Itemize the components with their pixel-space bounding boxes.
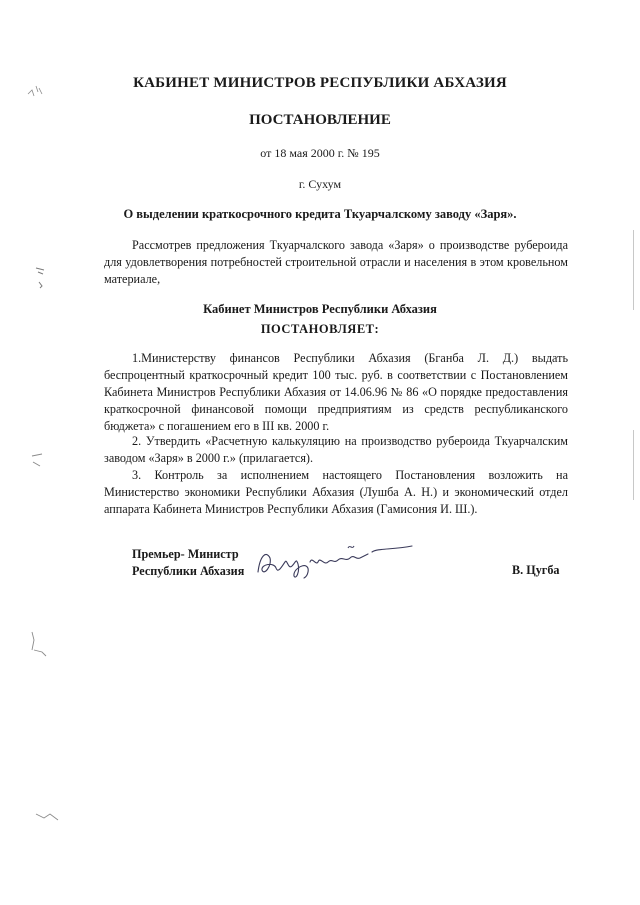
organization-title: КАБИНЕТ МИНИСТРОВ РЕСПУБЛИКИ АБХАЗИЯ <box>133 75 507 91</box>
scan-mark <box>26 82 44 100</box>
date-number: от 18 мая 2000 г. № 195 <box>260 146 380 160</box>
item-1: 1.Министерству финансов Республики Абхазия (Бганба Л. Д.) выдать беспроцентный краткосрочный кредит 100 тыс. руб. в соответствии с Постановлением Кабинета Министров Республики Абхазия от 14.06.96 № 86 «О порядке предоставления краткосрочной финансовой помощи предприятиям из средств республиканского бюджета» с погашением его в III кв. 2000 г. <box>104 351 568 433</box>
subject-line: О выделении краткосрочного кредита Ткуарчалскому заводу «Заря». <box>123 207 517 221</box>
item-3: 3. Контроль за исполнением настоящего Постановления возложить на Министерство экономики Республики Абхазия (Лушба А. Н.) и экономический отдел аппарата Кабинета Министров Республики Абхазия (Гамисония И. Ш.). <box>104 468 568 516</box>
document-type: ПОСТАНОВЛЕНИЕ <box>249 112 391 128</box>
decides-heading: ПОСТАНОВЛЯЕТ: <box>260 322 380 336</box>
handwritten-signature <box>252 536 422 584</box>
city: г. Сухум <box>298 177 342 191</box>
cabinet-line: Кабинет Министров Республики Абхазия <box>203 302 437 316</box>
signatory-title-line2: Республики Абхазия <box>132 564 245 578</box>
scan-edge-line <box>633 430 634 500</box>
item-2: 2. Утвердить «Расчетную калькуляцию на производство рубероида Ткуарчалским заводом «Заря» в 2000 г.» (прилагается). <box>104 434 568 465</box>
scan-mark <box>34 808 62 824</box>
signatory-title <box>132 546 244 580</box>
scan-edge-line <box>633 230 634 310</box>
scan-mark <box>34 264 48 290</box>
signatory-name: В. Цугба <box>512 563 560 577</box>
scan-mark <box>28 628 50 658</box>
scan-mark <box>30 450 48 470</box>
signatory-title-line1: Премьер- Министр <box>132 547 239 561</box>
intro-paragraph: Рассмотрев предложения Ткуарчалского завода «Заря» о производстве рубероида для удовлетворения потребностей строительной отрасли и населения в этом кровельном материале, <box>104 238 568 286</box>
